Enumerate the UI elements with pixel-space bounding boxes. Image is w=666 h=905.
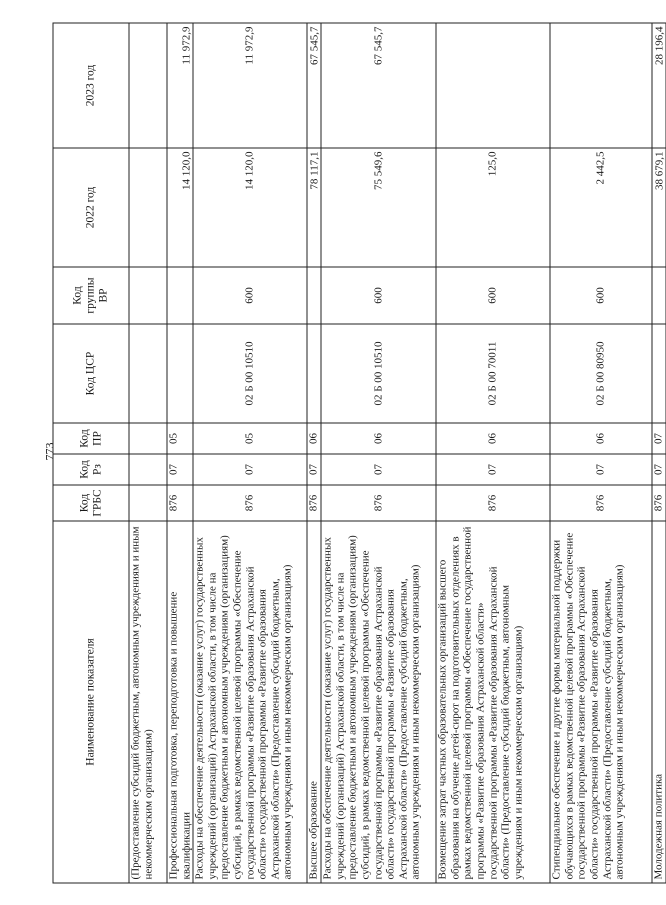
row-2022: 38 679,1 — [652, 148, 666, 267]
row-vr — [652, 267, 666, 324]
table-header-row — [53, 23, 129, 883]
row-rz: 07 — [307, 454, 321, 485]
header-name: Наименование показателя — [53, 521, 129, 883]
row-grbs: 876 — [321, 485, 436, 521]
row-rz: 07 — [436, 454, 550, 485]
row-vr — [307, 267, 321, 324]
row-pr: 06 — [436, 423, 550, 454]
row-name: Стипендиальное обеспечение и другие формы материальной поддержки обучающихся в рамках ведомственной целевой программы «Обеспечение государственной программы «Развитие образования Астраханской области» государственной программы «Развитие образования Астраханской области» (Предоставление субсидий бюджетным, автономным учреждениям и иным некоммерческим организациям) — [550, 521, 652, 883]
row-pr: 05 — [193, 423, 307, 454]
table-row — [321, 23, 436, 883]
row-rz: 07 — [167, 454, 193, 485]
row-csr: 02 Б 00 10510 — [321, 324, 436, 423]
row-grbs: 876 — [652, 485, 666, 521]
row-2023 — [436, 23, 550, 148]
row-grbs: 876 — [550, 485, 652, 521]
row-2023 — [550, 23, 652, 148]
row-rz: 07 — [550, 454, 652, 485]
row-rz: 07 — [321, 454, 436, 485]
row-name: Расходы на обеспечение деятельности (оказание услуг) государственных учреждений (организаций) Астраханской области, в том числе на предоставление бюджетным и автономным учреждениям (организациям) субсидий, в рамках ведомственной целевой программы «Обеспечение государственной программы «Развитие образования Астраханской области» государственной программы «Развитие образования Астраханской области» (Предоставление субсидий бюджетным, автономным учреждениям и иным некоммерческим организациям) — [321, 521, 436, 883]
row-2023: 67 545,7 — [307, 23, 321, 148]
row-pr: 06 — [307, 423, 321, 454]
row-vr: 600 — [550, 267, 652, 324]
row-rz: 07 — [193, 454, 307, 485]
table-row — [307, 23, 321, 883]
row-pr: 07 — [652, 423, 666, 454]
header-grbs: Код ГРБС — [53, 485, 129, 521]
row-vr: 600 — [321, 267, 436, 324]
row-rz — [129, 454, 167, 485]
row-2022: 14 120,0 — [167, 148, 193, 267]
row-grbs: 876 — [436, 485, 550, 521]
rotated-table-container — [52, 23, 665, 883]
row-vr: 600 — [436, 267, 550, 324]
table-row — [550, 23, 652, 883]
table-row — [167, 23, 193, 883]
row-2022: 78 117,1 — [307, 148, 321, 267]
row-vr — [167, 267, 193, 324]
row-grbs: 876 — [167, 485, 193, 521]
row-name: (Предоставление субсидий бюджетным, автономным учреждениям и иным некоммерческим организациям) — [129, 521, 167, 883]
header-csr: Код ЦСР — [53, 324, 129, 423]
row-csr — [129, 324, 167, 423]
row-pr: 05 — [167, 423, 193, 454]
row-pr: 06 — [321, 423, 436, 454]
row-name: Расходы на обеспечение деятельности (оказание услуг) государственных учреждений (организаций) Астраханской области, в том числе на предоставление бюджетным и автономным учреждениям (организациям) субсидий, в рамках ведомственной целевой программы «Обеспечение государственной программы «Развитие образования Астраханской области» государственной программы «Развитие образования Астраханской области» (Предоставление субсидий бюджетным, автономным учреждениям и иным некоммерческим организациям) — [193, 521, 307, 883]
row-2023 — [129, 23, 167, 148]
row-name: Высшее образование — [307, 521, 321, 883]
row-csr: 02 Б 00 10510 — [193, 324, 307, 423]
row-2022: 75 549,6 — [321, 148, 436, 267]
row-grbs: 876 — [193, 485, 307, 521]
table-row — [193, 23, 307, 883]
row-csr — [167, 324, 193, 423]
header-2023: 2023 год — [53, 23, 129, 148]
row-csr — [652, 324, 666, 423]
row-vr: 600 — [193, 267, 307, 324]
row-2022: 125,0 — [436, 148, 550, 267]
row-2022 — [129, 148, 167, 267]
table-row — [652, 23, 666, 883]
row-2022: 2 442,5 — [550, 148, 652, 267]
row-2022: 14 120,0 — [193, 148, 307, 267]
budget-table — [52, 22, 666, 883]
header-vr: Код группы ВР — [53, 267, 129, 324]
row-rz: 07 — [652, 454, 666, 485]
row-2023: 28 196,4 — [652, 23, 666, 148]
row-name: Молодежная политика — [652, 521, 666, 883]
table-row — [436, 23, 550, 883]
header-rz: Код Рз — [53, 454, 129, 485]
row-name: Возмещение затрат частных образовательных организаций высшего образования на обучение детей-сирот на подготовительных отделениях в рамках ведомственной целевой программы «Обеспечение государственной программы «Развитие образования Астраханской области» государственной программы «Развитие образования Астраханской области» (Предоставление субсидий бюджетным, автономным учреждениям и иным некоммерческим организациям) — [436, 521, 550, 883]
row-csr: 02 Б 00 70011 — [436, 324, 550, 423]
row-vr — [129, 267, 167, 324]
row-csr — [307, 324, 321, 423]
page-number: 773 — [42, 442, 57, 461]
row-pr: 06 — [550, 423, 652, 454]
row-2023: 11 972,9 — [193, 23, 307, 148]
row-csr: 02 Б 00 80950 — [550, 324, 652, 423]
header-pr: Код ПР — [53, 423, 129, 454]
table-row — [129, 23, 167, 883]
row-grbs — [129, 485, 167, 521]
header-2022: 2022 год — [53, 148, 129, 267]
row-name: Профессиональная подготовка, переподготовка и повышение квалификации — [167, 521, 193, 883]
row-2023: 11 972,9 — [167, 23, 193, 148]
row-pr — [129, 423, 167, 454]
row-grbs: 876 — [307, 485, 321, 521]
row-2023: 67 545,7 — [321, 23, 436, 148]
